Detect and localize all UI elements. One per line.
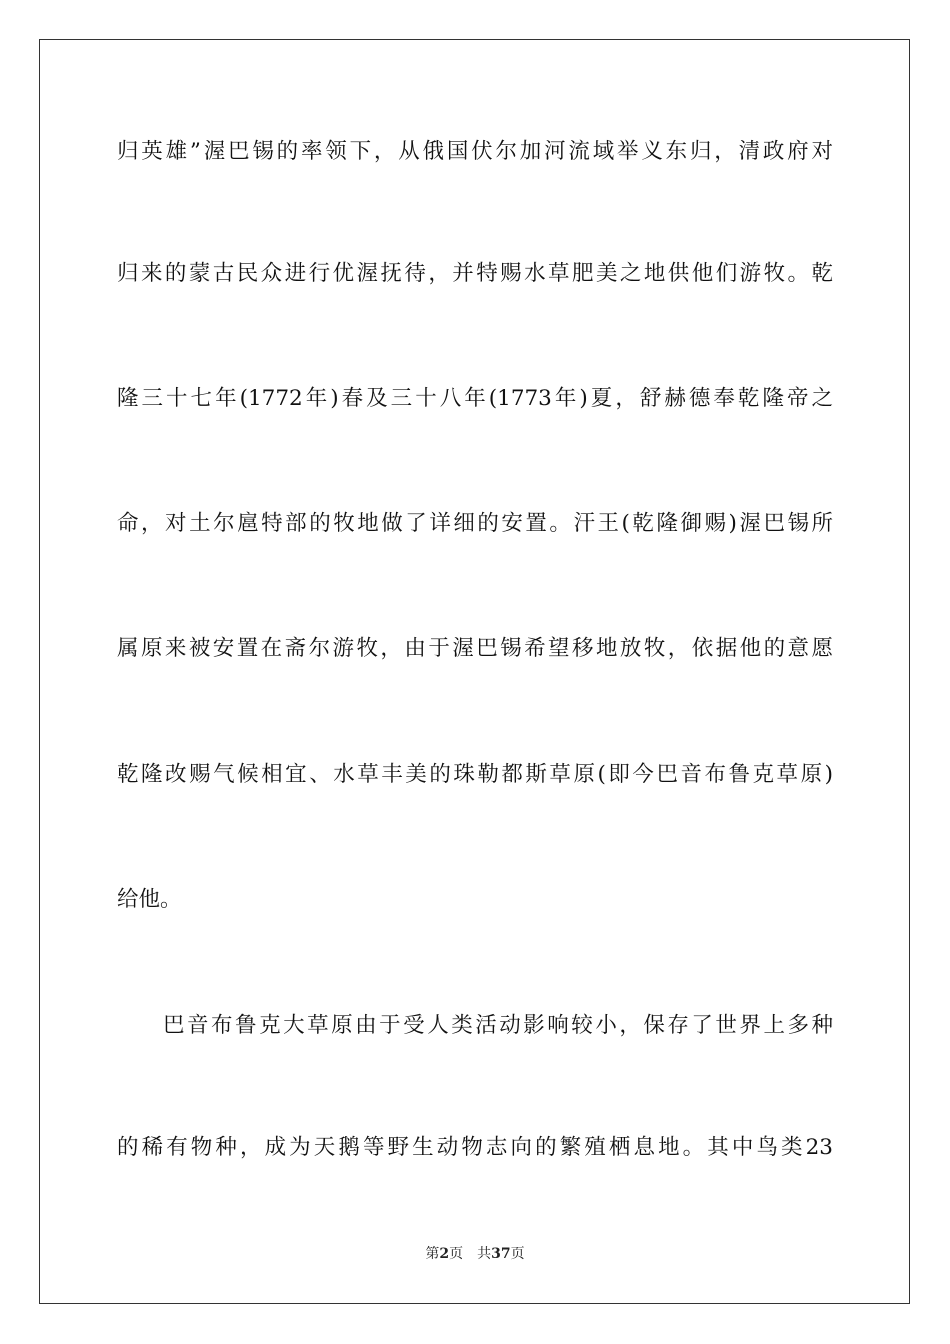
body-text-line-5: 属原来被安置在斋尔游牧，由于渥巴锡希望移地放牧，依据他的意愿 [117, 636, 833, 661]
page-border [39, 39, 910, 1304]
page-suffix: 页 [449, 1246, 464, 1262]
body-text-line-7: 给他。 [117, 887, 182, 912]
body-text-line-8: 巴音布鲁克大草原由于受人类活动影响较小，保存了世界上多种 [163, 1013, 833, 1038]
page-number: 2 [439, 1246, 450, 1262]
total-pages: 37 [491, 1246, 511, 1262]
total-prefix: 共 [477, 1246, 492, 1262]
body-text-line-6: 乾隆改赐气候相宜、水草丰美的珠勒都斯草原(即今巴音布鲁克草原) [117, 762, 833, 787]
body-text-line-3: 隆三十七年(1772年)春及三十八年(1773年)夏，舒赫德奉乾隆帝之 [117, 386, 833, 411]
body-text-line-2: 归来的蒙古民众进行优渥抚待，并特赐水草肥美之地供他们游牧。乾 [117, 261, 833, 286]
body-text-line-9: 的稀有物种，成为天鹅等野生动物志向的繁殖栖息地。其中鸟类23 [117, 1135, 833, 1160]
body-text-line-1: 归英雄”渥巴锡的率领下，从俄国伏尔加河流域举义东归，清政府对 [117, 139, 833, 164]
page-prefix: 第 [425, 1246, 440, 1262]
page-footer [0, 1245, 950, 1263]
total-suffix: 页 [510, 1246, 525, 1262]
body-text-line-4: 命，对土尔扈特部的牧地做了详细的安置。汗王(乾隆御赐)渥巴锡所 [117, 511, 833, 536]
